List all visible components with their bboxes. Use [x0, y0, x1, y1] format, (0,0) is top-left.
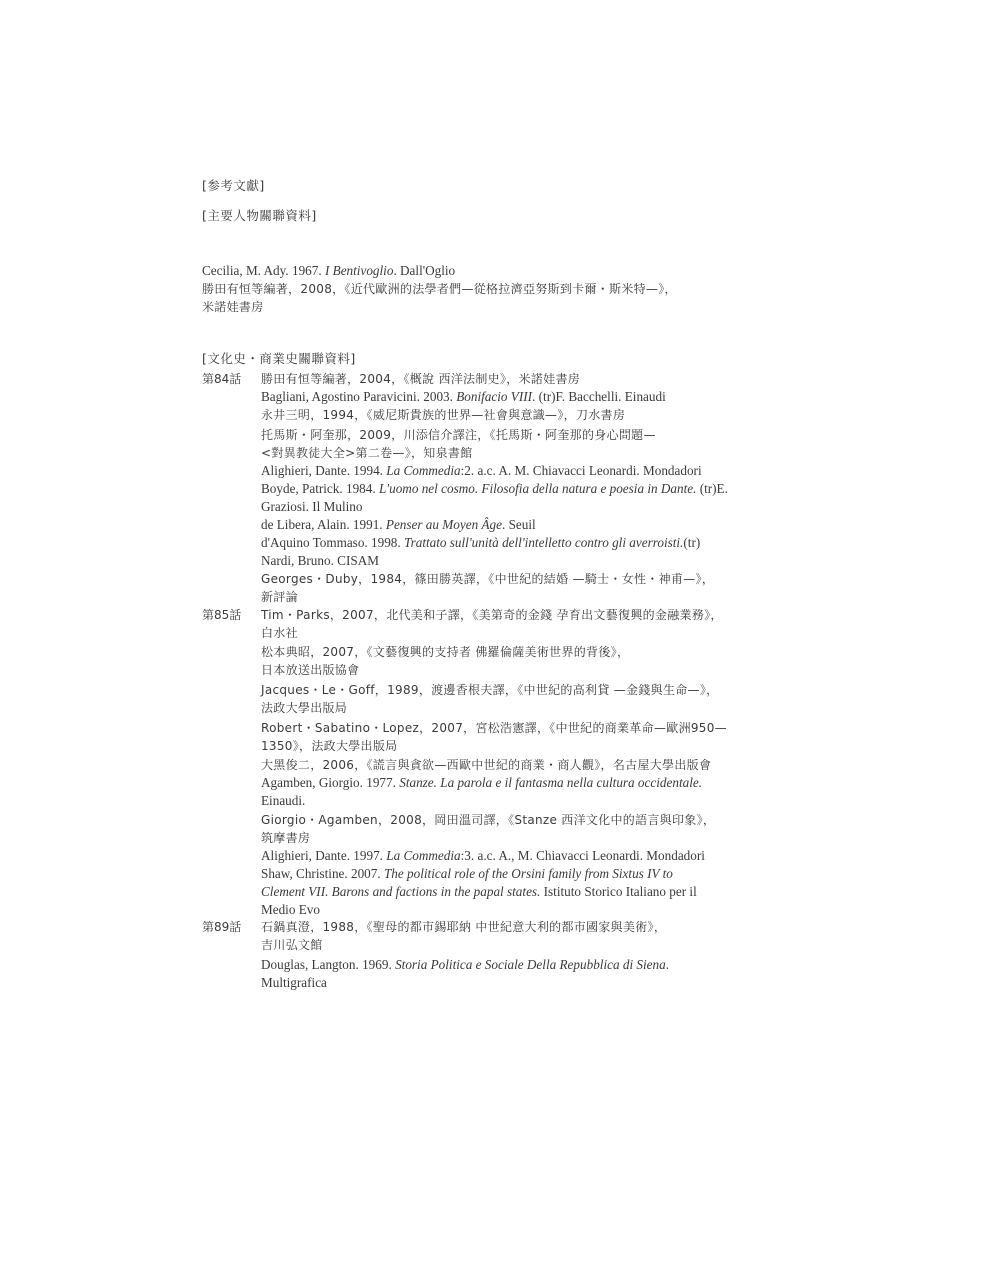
- bib-entry: de Libera, Alain. 1991. Penser au Moyen Âge. Seuil: [261, 517, 536, 532]
- culture-commerce-heading: [文化史・商業史關聯資料]: [202, 351, 356, 366]
- bib-entry: Multigrafica: [261, 975, 327, 990]
- chapter-label-85: 第85話: [202, 608, 242, 622]
- bib-entry: Jacques・Le・Goff，1989，渡邊香根夫譯，《中世紀的高利貸 —金錢與生命—》，: [261, 683, 719, 697]
- bib-entry: 筑摩書房: [261, 831, 311, 845]
- main-figures-heading: [主要人物關聯資料]: [202, 208, 317, 223]
- bib-entry: Giorgio・Agamben，2008，岡田溫司譯，《Stanze 西洋文化中的語言與印象》，: [261, 813, 716, 827]
- bib-entry: Douglas, Langton. 1969. Storia Politica e Sociale Della Repubblica di Siena.: [261, 957, 670, 972]
- bib-entry: Einaudi.: [261, 793, 306, 808]
- bib-entry: Alighieri, Dante. 1997. La Commedia:3. a.c. A., M. Chiavacci Leonardi. Mondadori: [261, 848, 705, 863]
- bib-entry: 大黑俊二，2006，《謊言與貪欲—西歐中世紀的商業・商人觀》，名古屋大學出版會: [261, 758, 712, 772]
- bib-entry: 日本放送出版協會: [261, 663, 360, 677]
- bib-entry: 托馬斯・阿奎那，2009，川添信介譯注，《托馬斯・阿奎那的身心問題—: [261, 428, 656, 442]
- chapter-label-84: 第84話: [202, 372, 242, 386]
- bib-entry: 勝田有恒等編著，2004，《概說 西洋法制史》，米諾娃書房: [261, 372, 581, 386]
- bib-entry: 1350》，法政大學出版局: [261, 739, 398, 753]
- bib-entry: Alighieri, Dante. 1994. La Commedia:2. a.c. A. M. Chiavacci Leonardi. Mondadori: [261, 463, 702, 478]
- bib-entry: 永井三明，1994，《威尼斯貴族的世界—社會與意識—》，刀水書房: [261, 408, 626, 422]
- bib-entry: 法政大學出版局: [261, 701, 348, 715]
- bib-entry: Tim・Parks，2007，北代美和子譯，《美第奇的金錢 孕育出文藝復興的金融業務》，: [261, 608, 723, 622]
- references-heading: [参考文獻]: [202, 178, 265, 193]
- bib-entry: Graziosi. Il Mulino: [261, 499, 363, 514]
- bib-entry: Nardi, Bruno. CISAM: [261, 553, 379, 568]
- bib-entry: Bagliani, Agostino Paravicini. 2003. Bonifacio VIII. (tr)F. Bacchelli. Einaudi: [261, 389, 666, 404]
- bib-entry: 米諾娃書房: [202, 300, 264, 314]
- bib-entry: 吉川弘文館: [261, 938, 323, 952]
- bib-entry: Robert・Sabatino・Lopez，2007，宮松浩憲譯，《中世紀的商業革命—歐洲950—: [261, 721, 727, 735]
- bib-entry: Cecilia, M. Ady. 1967. I Bentivoglio. Dall'Oglio: [202, 263, 456, 278]
- chapter-label-89: 第89話: [202, 920, 242, 934]
- bib-entry: 白水社: [261, 626, 298, 640]
- bib-entry: d'Aquino Tommaso. 1998. Trattato sull'unità dell'intelletto contro gli averroisti.(tr): [261, 535, 701, 550]
- bib-entry: 勝田有恒等編著，2008，《近代歐洲的法學者們—從格拉濟亞努斯到卡爾・斯米特—》，: [202, 282, 677, 296]
- bib-entry: Georges・Duby，1984，篠田勝英譯，《中世紀的結婚 —騎士・女性・神甫—》，: [261, 572, 715, 586]
- bib-entry: Boyde, Patrick. 1984. L'uomo nel cosmo. Filosofia della natura e poesia in Dante. (tr)E.: [261, 481, 728, 496]
- bib-entry: 松本典昭，2007，《文藝復興的支持者 佛羅倫薩美術世界的背後》，: [261, 645, 630, 659]
- bib-entry: Agamben, Giorgio. 1977. Stanze. La parola e il fantasma nella cultura occidentale.: [261, 775, 703, 790]
- bib-entry: <對異教徒大全>第二卷—》，知泉書館: [261, 446, 473, 460]
- bib-entry: Clement VII. Barons and factions in the papal states. Istituto Storico Italiano per il: [261, 884, 697, 899]
- bib-entry: Medio Evo: [261, 902, 320, 917]
- bib-entry: 新評論: [261, 590, 298, 604]
- bib-entry: Shaw, Christine. 2007. The political role of the Orsini family from Sixtus IV to: [261, 866, 673, 881]
- bib-entry: 石鍋真澄，1988，《聖母的都市錫耶納 中世紀意大利的都市國家與美術》，: [261, 920, 667, 934]
